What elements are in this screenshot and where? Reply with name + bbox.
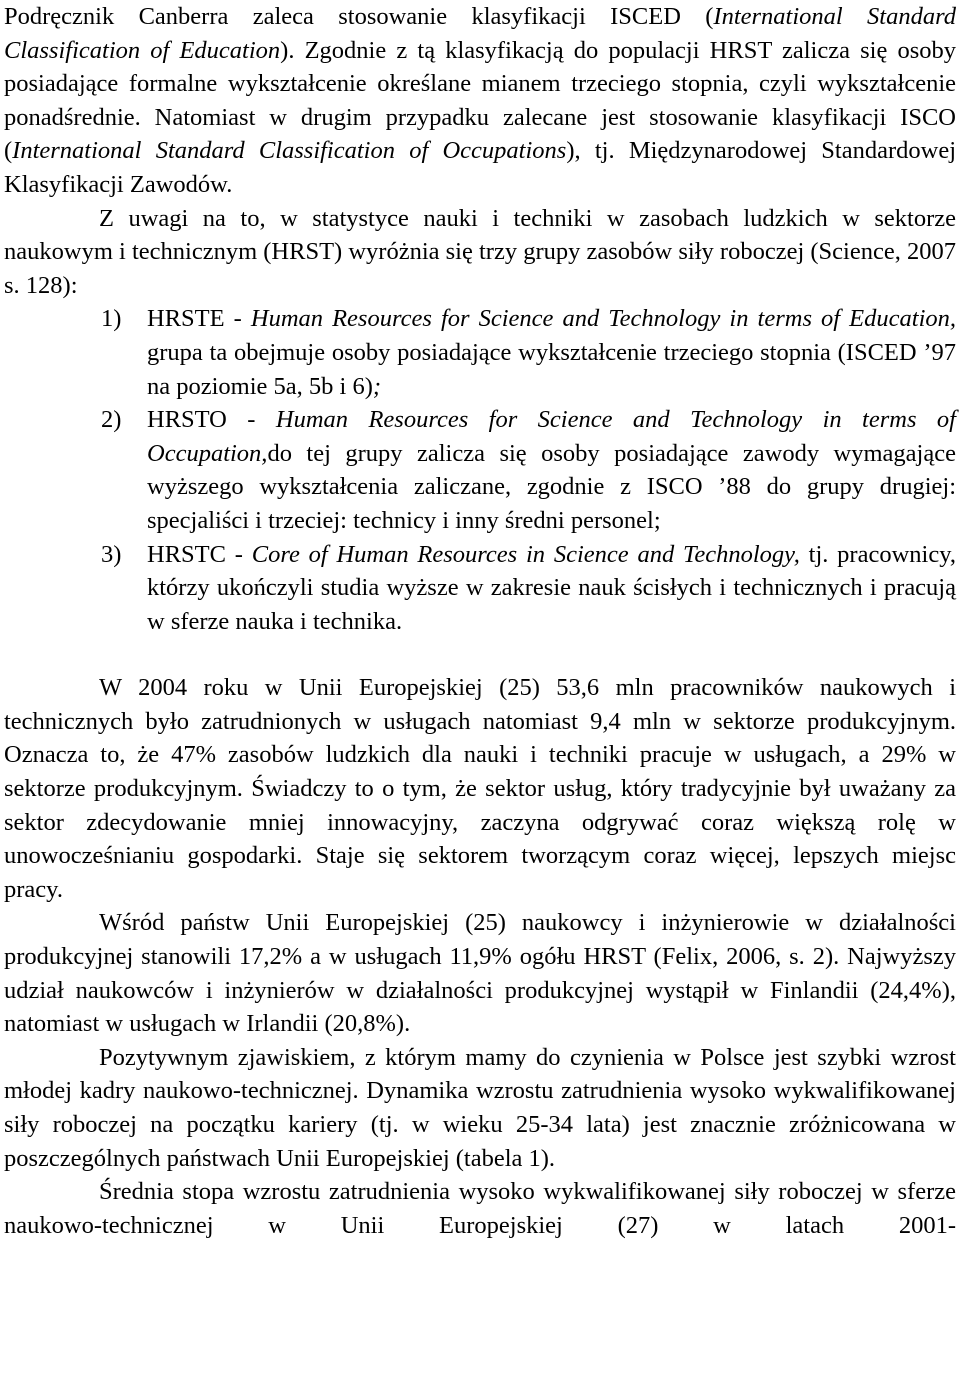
list-italic-term: Core of Human Resources in Science and Technology,	[251, 540, 800, 568]
list-lead: HRSTE -	[147, 305, 251, 333]
list-number: 3)	[101, 540, 122, 568]
list-text: grupa ta obejmuje osoby posiadające wykształcenie trzeciego stopnia (ISCED ’97 na poziomie 5a, 5b i 6)	[147, 338, 956, 400]
list-lead: HRSTO -	[147, 406, 276, 434]
list-italic-term: Human Resources for Science and Technology in terms of Occupation,	[147, 406, 956, 467]
list-item	[4, 302, 956, 403]
text-run: ). Zgodnie z tą klasyfikacją do populacji HRST zalicza się osoby posiadające formalne wykształcenie określane mianem trzeciego stopnia, czyli wykształcenie ponadśrednie. Natomiast w drugim przypadku zalecane jest stosowanie klasyfikacji ISCO (	[4, 36, 956, 165]
paragraph-eu-scientists: Wśród państw Unii Europejskiej (25) naukowcy i inżynierowie w działalności produkcyjnej stanowili 17,2% a w usługach 11,9% ogółu HRST (Felix, 2006, s. 2). Najwyższy udział naukowców i inżynierów w działalności produkcyjnej wystąpił w Finlandii (24,4%), natomiast w usługach w Irlandii (20,8%).	[4, 909, 956, 1038]
list-item	[4, 538, 956, 639]
list-text: tj. pracownicy, którzy ukończyli studia wyższe w zakresie nauk ścisłych i technicznych i pracują w sferze nauka i technika.	[147, 540, 956, 635]
list-item	[4, 403, 956, 537]
text-run: Podręcznik Canberra zaleca stosowanie klasyfikacji ISCED (	[4, 3, 714, 30]
list-lead: HRSTC -	[147, 540, 252, 568]
list-text: do tej grupy zalicza się osoby posiadające zawody wymagające wyższego wykształcenia zaliczane, zgodnie z ISCO ’88 do grupy drugiej: specjaliści i trzeciej: technicy i inny średni personel;	[147, 439, 956, 534]
list-number: 1)	[101, 305, 122, 333]
hrst-groups-list	[4, 302, 956, 638]
paragraph-hrst-groups: Z uwagi na to, w statystyce nauki i techniki w zasobach ludzkich w sektorze naukowym i technicznym (HRST) wyróżnia się trzy grupy zasobów siły roboczej (Science, 2007 s. 128):	[4, 204, 956, 299]
paragraph-spacer	[4, 638, 956, 671]
italic-term-isced: International Standard Classification of Education	[4, 3, 956, 64]
italic-term-isco: International Standard Classification of Occupations	[12, 137, 567, 165]
paragraph-classification	[4, 0, 956, 202]
paragraph-eu-2004: W 2004 roku w Unii Europejskiej (25) 53,6 mln pracowników naukowych i technicznych było zatrudnionych w usługach natomiast 9,4 mln w sektorze produkcyjnym. Oznacza to, że 47% zasobów ludzkich dla nauki i techniki pracuje w usługach, a 29% w sektorze produkcyjnym. Świadczy to o tym, że sektor usług, który tradycyjnie był uważany za sektor zdecydowanie mniej innowacyjny, zaczyna odgrywać coraz większą rolę w unowocześnianiu gospodarki. Staje się sektorem tworzącym coraz więcej, lepszych miejsc pracy.	[4, 674, 956, 903]
list-tail: ;	[372, 372, 382, 400]
list-number: 2)	[101, 406, 122, 434]
paragraph-growth-rate: Średnia stopa wzrostu zatrudnienia wysoko wykwalifikowanej siły roboczej w sferze naukowo-technicznej w Unii Europejskiej (27) w latach 2001-	[4, 1178, 956, 1239]
text-run: ), tj. Międzynarodowej Standardowej Klasyfikacji Zawodów.	[4, 137, 957, 198]
list-italic-term: Human Resources for Science and Technology in terms of Education,	[250, 305, 956, 333]
paragraph-poland-growth: Pozytywnym zjawiskiem, z którym mamy do czynienia w Polsce jest szybki wzrost młodej kadry naukowo-technicznej. Dynamika wzrostu zatrudnienia wysoko wykwalifikowanej siły roboczej na początku kariery (tj. w wieku 25-34 lata) jest znacznie zróżnicowana w poszczególnych państwach Unii Europejskiej (tabela 1).	[4, 1043, 956, 1172]
